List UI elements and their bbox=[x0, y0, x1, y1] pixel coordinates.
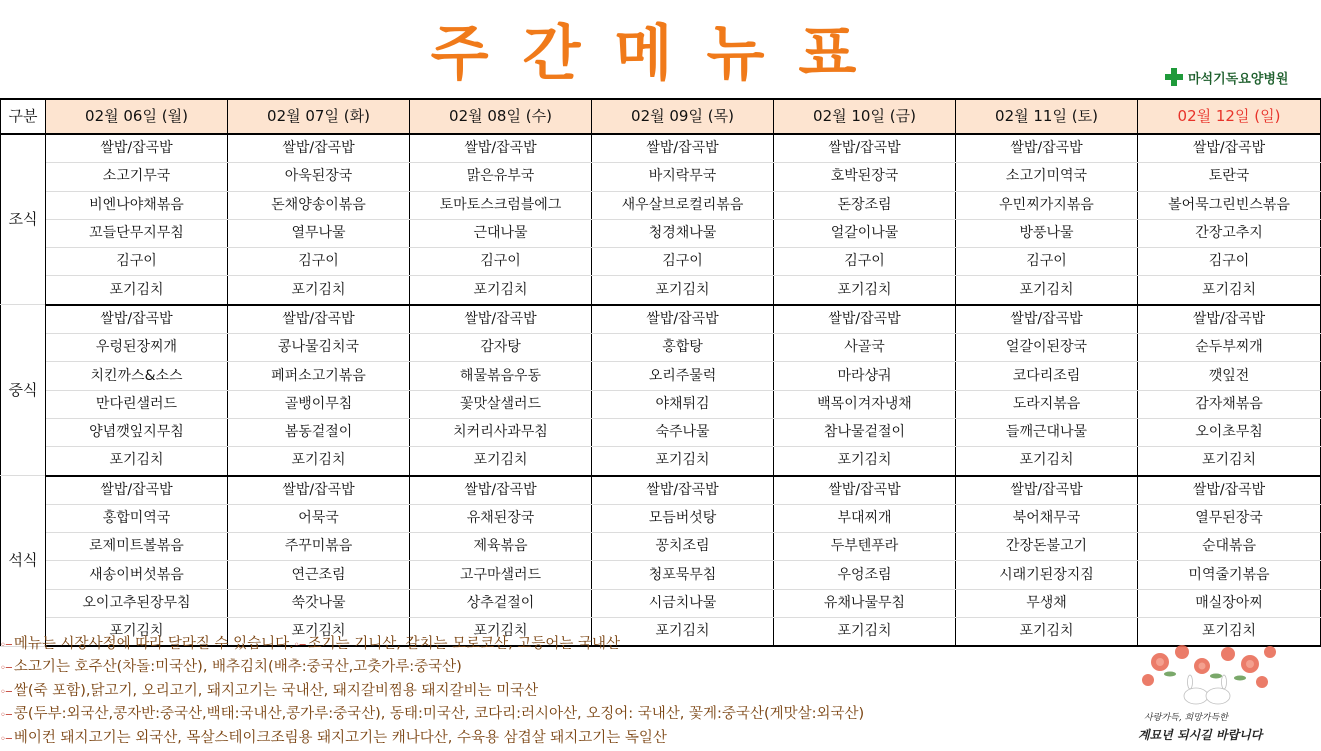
menu-cell: 쌀밥/잡곡밥 bbox=[410, 476, 592, 505]
menu-cell: 김구이 bbox=[592, 248, 774, 276]
note-line bbox=[0, 680, 1120, 703]
header-day: 02월 08일 (수) bbox=[410, 99, 592, 134]
menu-cell: 쌀밥/잡곡밥 bbox=[46, 134, 228, 163]
menu-cell: 청포묵무침 bbox=[592, 561, 774, 589]
menu-cell: 포기김치 bbox=[410, 447, 592, 476]
menu-cell: 포기김치 bbox=[228, 618, 410, 647]
menu-cell: 사골국 bbox=[774, 334, 956, 362]
menu-cell: 도라지볶음 bbox=[956, 390, 1138, 418]
menu-cell: 얼갈이된장국 bbox=[956, 334, 1138, 362]
menu-cell: 백목이겨자냉채 bbox=[774, 390, 956, 418]
menu-cell: 새우살브로컬리볶음 bbox=[592, 191, 774, 219]
menu-cell: 쌀밥/잡곡밥 bbox=[1138, 134, 1321, 163]
menu-cell: 참나물겉절이 bbox=[774, 418, 956, 446]
menu-cell: 포기김치 bbox=[956, 618, 1138, 647]
menu-cell: 오이고추된장무침 bbox=[46, 589, 228, 617]
menu-row bbox=[1, 390, 1321, 418]
rabbit-flower-artwork bbox=[1130, 640, 1285, 748]
menu-cell: 쌀밥/잡곡밥 bbox=[774, 134, 956, 163]
note-text: 베이컨 돼지고기는 외국산, 목살스테이크조림용 돼지고기는 캐나다산, 수육용 삼겹살 돼지고기는 독일산 bbox=[13, 729, 667, 746]
header-row bbox=[1, 99, 1321, 134]
menu-row bbox=[1, 191, 1321, 219]
note-line bbox=[0, 703, 1120, 726]
menu-cell: 시래기된장지짐 bbox=[956, 561, 1138, 589]
menu-cell: 쌀밥/잡곡밥 bbox=[592, 476, 774, 505]
header-day: 02월 09일 (목) bbox=[592, 99, 774, 134]
menu-cell: 쌀밥/잡곡밥 bbox=[410, 305, 592, 334]
menu-cell: 열무된장국 bbox=[1138, 504, 1321, 532]
menu-row bbox=[1, 134, 1321, 163]
header-day: 02월 10일 (금) bbox=[774, 99, 956, 134]
menu-cell: 어묵국 bbox=[228, 504, 410, 532]
menu-row bbox=[1, 533, 1321, 561]
menu-cell: 포기김치 bbox=[228, 447, 410, 476]
menu-cell: 간장고추지 bbox=[1138, 219, 1321, 247]
menu-cell: 무생채 bbox=[956, 589, 1138, 617]
menu-cell: 마라샹궈 bbox=[774, 362, 956, 390]
note-line bbox=[0, 727, 1120, 750]
header-day: 02월 11일 (토) bbox=[956, 99, 1138, 134]
notes-section bbox=[0, 633, 1120, 750]
menu-cell: 돈채양송이볶음 bbox=[228, 191, 410, 219]
menu-cell: 쌀밥/잡곡밥 bbox=[1138, 476, 1321, 505]
menu-cell: 포기김치 bbox=[592, 618, 774, 647]
menu-cell: 만다린샐러드 bbox=[46, 390, 228, 418]
menu-cell: 우렁된장찌개 bbox=[46, 334, 228, 362]
menu-cell: 상추겉절이 bbox=[410, 589, 592, 617]
menu-cell: 포기김치 bbox=[774, 276, 956, 305]
menu-row bbox=[1, 163, 1321, 191]
menu-cell: 주꾸미볶음 bbox=[228, 533, 410, 561]
menu-cell: 포기김치 bbox=[410, 276, 592, 305]
menu-cell: 포기김치 bbox=[956, 276, 1138, 305]
menu-cell: 방풍나물 bbox=[956, 219, 1138, 247]
hospital-name: 마석기독요양병원 bbox=[1188, 71, 1289, 87]
menu-cell: 시금치나물 bbox=[592, 589, 774, 617]
menu-cell: 고구마샐러드 bbox=[410, 561, 592, 589]
menu-cell: 양념깻잎지무침 bbox=[46, 418, 228, 446]
menu-cell: 꽁치조림 bbox=[592, 533, 774, 561]
menu-cell: 볼어묵그린빈스볶음 bbox=[1138, 191, 1321, 219]
menu-cell: 포기김치 bbox=[410, 618, 592, 647]
menu-cell: 쌀밥/잡곡밥 bbox=[46, 305, 228, 334]
menu-cell: 비엔나야채볶음 bbox=[46, 191, 228, 219]
header-day: 02월 07일 (화) bbox=[228, 99, 410, 134]
menu-cell: 포기김치 bbox=[1138, 276, 1321, 305]
menu-cell: 홍합탕 bbox=[592, 334, 774, 362]
menu-cell: 치킨까스&소스 bbox=[46, 362, 228, 390]
header-day-sunday: 02월 12일 (일) bbox=[1138, 99, 1321, 134]
menu-cell: 아욱된장국 bbox=[228, 163, 410, 191]
menu-row bbox=[1, 589, 1321, 617]
menu-cell: 포기김치 bbox=[774, 618, 956, 647]
menu-cell: 김구이 bbox=[956, 248, 1138, 276]
menu-cell: 봄동겉절이 bbox=[228, 418, 410, 446]
menu-cell: 우민찌가지볶음 bbox=[956, 191, 1138, 219]
menu-cell: 호박된장국 bbox=[774, 163, 956, 191]
menu-row bbox=[1, 276, 1321, 305]
menu-cell: 김구이 bbox=[1138, 248, 1321, 276]
menu-cell: 포기김치 bbox=[46, 618, 228, 647]
menu-cell: 쌀밥/잡곡밥 bbox=[956, 476, 1138, 505]
menu-cell: 연근조림 bbox=[228, 561, 410, 589]
menu-cell: 포기김치 bbox=[592, 276, 774, 305]
flower-illustration-icon bbox=[1130, 640, 1285, 710]
menu-cell: 소고기미역국 bbox=[956, 163, 1138, 191]
menu-cell: 두부텐푸라 bbox=[774, 533, 956, 561]
menu-row bbox=[1, 561, 1321, 589]
menu-cell: 열무나물 bbox=[228, 219, 410, 247]
menu-cell: 포기김치 bbox=[228, 276, 410, 305]
note-text: 콩(두부:외국산,콩자반:중국산,백태:국내산,콩가루:중국산), 동태:미국산, 코다리:러시아산, 오징어: 국내산, 꽃게:중국산(게맛살:외국산) bbox=[13, 706, 865, 723]
header-day: 02월 06일 (월) bbox=[46, 99, 228, 134]
menu-cell: 홍합미역국 bbox=[46, 504, 228, 532]
artwork-caption-line2: 계묘년 되시길 바랍니다 bbox=[1138, 728, 1263, 742]
header-gubun: 구분 bbox=[1, 99, 46, 134]
menu-cell: 해물볶음우동 bbox=[410, 362, 592, 390]
note-marker-icon: ◦─ bbox=[0, 733, 12, 745]
menu-cell: 코다리조림 bbox=[956, 362, 1138, 390]
menu-cell: 김구이 bbox=[228, 248, 410, 276]
menu-cell: 깻잎전 bbox=[1138, 362, 1321, 390]
menu-cell: 우엉조림 bbox=[774, 561, 956, 589]
menu-cell: 제육볶음 bbox=[410, 533, 592, 561]
menu-cell: 쌀밥/잡곡밥 bbox=[1138, 305, 1321, 334]
menu-cell: 오리주물럭 bbox=[592, 362, 774, 390]
note-marker-icon: ◦─ bbox=[293, 640, 306, 651]
menu-cell: 북어채무국 bbox=[956, 504, 1138, 532]
menu-row bbox=[1, 248, 1321, 276]
menu-cell: 포기김치 bbox=[46, 276, 228, 305]
menu-row bbox=[1, 305, 1321, 334]
note-text: 소고기는 호주산(차돌:미국산), 배추김치(배추:중국산,고춧가루:중국산) bbox=[13, 659, 462, 676]
menu-cell: 순대볶음 bbox=[1138, 533, 1321, 561]
menu-cell: 유채된장국 bbox=[410, 504, 592, 532]
page-title: 주간메뉴표 bbox=[430, 19, 891, 89]
menu-cell: 쑥갓나물 bbox=[228, 589, 410, 617]
menu-cell: 꼬들단무지무침 bbox=[46, 219, 228, 247]
menu-cell: 포기김치 bbox=[774, 447, 956, 476]
note-text: 쌀(죽 포함),닭고기, 오리고기, 돼지고기는 국내산, 돼지갈비찜용 돼지갈비는 미국산 bbox=[13, 682, 539, 699]
menu-row bbox=[1, 334, 1321, 362]
note-marker-icon: ◦─ bbox=[0, 640, 12, 651]
menu-row bbox=[1, 418, 1321, 446]
note-text: 메뉴는 시장사정에 따라 달라질 수 있습니다. bbox=[13, 636, 294, 652]
menu-cell: 야채튀김 bbox=[592, 390, 774, 418]
menu-cell: 토마토스크럼블에그 bbox=[410, 191, 592, 219]
menu-cell: 부대찌개 bbox=[774, 504, 956, 532]
menu-cell: 쌀밥/잡곡밥 bbox=[592, 134, 774, 163]
meal-label: 조식 bbox=[1, 134, 46, 305]
menu-cell: 김구이 bbox=[774, 248, 956, 276]
menu-cell: 근대나물 bbox=[410, 219, 592, 247]
menu-cell: 소고기무국 bbox=[46, 163, 228, 191]
menu-row bbox=[1, 219, 1321, 247]
menu-cell: 쌀밥/잡곡밥 bbox=[774, 305, 956, 334]
menu-cell: 김구이 bbox=[410, 248, 592, 276]
menu-cell: 토란국 bbox=[1138, 163, 1321, 191]
menu-cell: 간장돈불고기 bbox=[956, 533, 1138, 561]
menu-row bbox=[1, 447, 1321, 476]
cross-icon bbox=[1163, 66, 1185, 88]
note-text: 조기는 기니산, 갈치는 모로코산, 고등어는 국내산 bbox=[307, 636, 621, 652]
menu-cell: 미역줄기볶음 bbox=[1138, 561, 1321, 589]
menu-cell: 포기김치 bbox=[592, 447, 774, 476]
menu-cell: 매실장아찌 bbox=[1138, 589, 1321, 617]
weekly-menu-table bbox=[0, 98, 1321, 647]
menu-cell: 꽃맛살샐러드 bbox=[410, 390, 592, 418]
menu-cell: 돈장조림 bbox=[774, 191, 956, 219]
menu-cell: 맑은유부국 bbox=[410, 163, 592, 191]
meal-label: 중식 bbox=[1, 305, 46, 476]
menu-cell: 치커리사과무침 bbox=[410, 418, 592, 446]
menu-cell: 순두부찌개 bbox=[1138, 334, 1321, 362]
menu-cell: 쌀밥/잡곡밥 bbox=[228, 305, 410, 334]
menu-cell: 포기김치 bbox=[1138, 618, 1321, 647]
meal-label: 석식 bbox=[1, 476, 46, 647]
menu-cell: 감자탕 bbox=[410, 334, 592, 362]
menu-cell: 감자채볶음 bbox=[1138, 390, 1321, 418]
menu-cell: 골뱅이무침 bbox=[228, 390, 410, 418]
menu-cell: 포기김치 bbox=[46, 447, 228, 476]
menu-cell: 쌀밥/잡곡밥 bbox=[956, 134, 1138, 163]
hospital-logo bbox=[1163, 66, 1288, 88]
menu-cell: 숙주나물 bbox=[592, 418, 774, 446]
menu-cell: 포기김치 bbox=[1138, 447, 1321, 476]
menu-cell: 콩나물김치국 bbox=[228, 334, 410, 362]
menu-cell: 청경채나물 bbox=[592, 219, 774, 247]
menu-row bbox=[1, 476, 1321, 505]
menu-cell: 쌀밥/잡곡밥 bbox=[410, 134, 592, 163]
menu-cell: 얼갈이나물 bbox=[774, 219, 956, 247]
menu-cell: 로제미트볼볶음 bbox=[46, 533, 228, 561]
menu-cell: 모듬버섯탕 bbox=[592, 504, 774, 532]
menu-cell: 페퍼소고기볶음 bbox=[228, 362, 410, 390]
menu-row bbox=[1, 504, 1321, 532]
menu-row bbox=[1, 362, 1321, 390]
menu-cell: 새송이버섯볶음 bbox=[46, 561, 228, 589]
menu-cell: 포기김치 bbox=[956, 447, 1138, 476]
menu-cell: 쌀밥/잡곡밥 bbox=[592, 305, 774, 334]
menu-cell: 쌀밥/잡곡밥 bbox=[774, 476, 956, 505]
menu-cell: 쌀밥/잡곡밥 bbox=[228, 476, 410, 505]
menu-cell: 쌀밥/잡곡밥 bbox=[228, 134, 410, 163]
menu-cell: 들깨근대나물 bbox=[956, 418, 1138, 446]
menu-cell: 오이초무침 bbox=[1138, 418, 1321, 446]
menu-cell: 쌀밥/잡곡밥 bbox=[46, 476, 228, 505]
menu-cell: 바지락무국 bbox=[592, 163, 774, 191]
note-marker-icon: ◦─ bbox=[0, 686, 12, 698]
note-line bbox=[0, 656, 1120, 679]
artwork-caption-line1: 사랑가득, 희망가득한 bbox=[1144, 713, 1228, 723]
menu-cell: 김구이 bbox=[46, 248, 228, 276]
note-line bbox=[0, 633, 1120, 656]
note-marker-icon: ◦─ bbox=[0, 710, 12, 722]
note-marker-icon: ◦─ bbox=[0, 663, 12, 675]
menu-cell: 유채나물무침 bbox=[774, 589, 956, 617]
menu-cell: 쌀밥/잡곡밥 bbox=[956, 305, 1138, 334]
